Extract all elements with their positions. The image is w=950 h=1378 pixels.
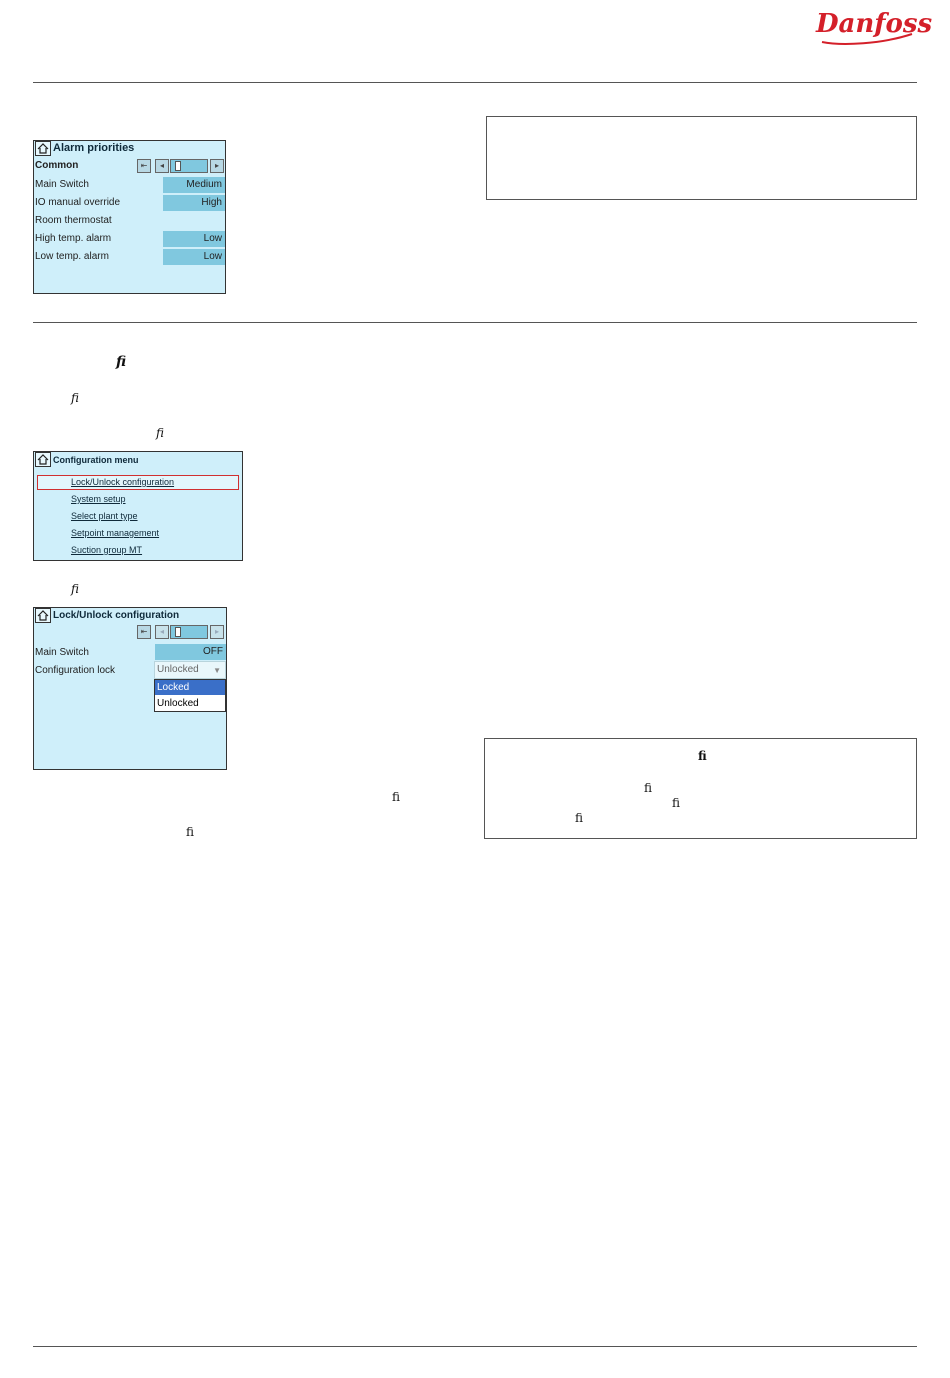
alarm-panel-titlebar: [34, 141, 225, 157]
lock-unlock-panel: [33, 607, 227, 770]
text-glyph: ﬁ: [672, 796, 681, 810]
row-value[interactable]: Low: [163, 231, 225, 247]
row-label: Main Switch: [35, 179, 89, 190]
section-divider: [33, 322, 917, 323]
main-switch-label: Main Switch: [35, 647, 89, 658]
text-glyph: ﬁ: [575, 811, 584, 825]
configuration-menu-panel: [33, 451, 243, 561]
text-glyph: ﬁ: [71, 582, 80, 596]
configuration-lock-label: Configuration lock: [35, 665, 116, 676]
configuration-lock-select[interactable]: [154, 661, 226, 679]
configuration-lock-options: [154, 679, 226, 712]
text-glyph: ﬁ: [186, 825, 195, 839]
top-divider: [33, 82, 917, 83]
config-panel-titlebar: [34, 452, 242, 468]
text-glyph: ﬁ: [392, 790, 401, 804]
prev-page-button[interactable]: ◂: [155, 159, 169, 173]
scroll-thumb[interactable]: [175, 161, 181, 171]
first-page-button[interactable]: ⇤: [137, 159, 151, 173]
note-box-bottom: [484, 738, 917, 839]
row-label: IO manual override: [35, 197, 121, 208]
scroll-thumb[interactable]: [175, 627, 181, 637]
text-glyph: ﬁ: [644, 781, 653, 795]
row-label: Room thermostat: [35, 215, 112, 226]
home-icon[interactable]: [35, 608, 51, 623]
section-common-label: Common: [35, 160, 79, 171]
danfoss-logo: [812, 4, 933, 48]
main-switch-value[interactable]: OFF: [155, 644, 226, 660]
configuration-lock-value: Unlocked: [157, 664, 199, 675]
row-value[interactable]: High: [163, 195, 225, 211]
config-panel-title: Configuration menu: [53, 455, 139, 465]
home-icon[interactable]: [35, 452, 51, 467]
heading-glyph: ﬁ: [116, 354, 127, 370]
menu-item-lock-unlock[interactable]: Lock/Unlock configuration: [71, 477, 175, 487]
text-glyph: ﬁ: [156, 426, 165, 440]
page-scrollbar[interactable]: [170, 159, 208, 173]
note-box-top: [486, 116, 917, 200]
chevron-down-icon[interactable]: ▼: [213, 666, 221, 675]
menu-item-suction-group-mt[interactable]: Suction group MT: [71, 545, 143, 555]
next-page-button[interactable]: ▸: [210, 625, 224, 639]
first-page-button[interactable]: ⇤: [137, 625, 151, 639]
option-unlocked[interactable]: Unlocked: [157, 698, 199, 709]
footer-divider: [33, 1346, 917, 1347]
page-scrollbar[interactable]: [170, 625, 208, 639]
row-label: High temp. alarm: [35, 233, 112, 244]
row-value[interactable]: Low: [163, 249, 225, 265]
lock-panel-titlebar: [34, 608, 226, 624]
menu-item-select-plant-type[interactable]: Select plant type: [71, 511, 138, 521]
svg-text:Danfoss: Danfoss: [816, 9, 933, 39]
text-glyph: ﬁ: [71, 391, 80, 405]
prev-page-button[interactable]: ◂: [155, 625, 169, 639]
option-locked[interactable]: Locked: [155, 680, 225, 695]
alarm-panel-title: Alarm priorities: [53, 142, 135, 154]
next-page-button[interactable]: ▸: [210, 159, 224, 173]
text-glyph: ﬁ: [698, 749, 707, 763]
alarm-priorities-panel: [33, 140, 226, 294]
row-value[interactable]: Medium: [163, 177, 225, 193]
menu-item-system-setup[interactable]: System setup: [71, 494, 126, 504]
home-icon[interactable]: [35, 141, 51, 156]
lock-panel-title: Lock/Unlock configuration: [53, 610, 180, 621]
menu-item-setpoint-management[interactable]: Setpoint management: [71, 528, 160, 538]
row-label: Low temp. alarm: [35, 251, 109, 262]
